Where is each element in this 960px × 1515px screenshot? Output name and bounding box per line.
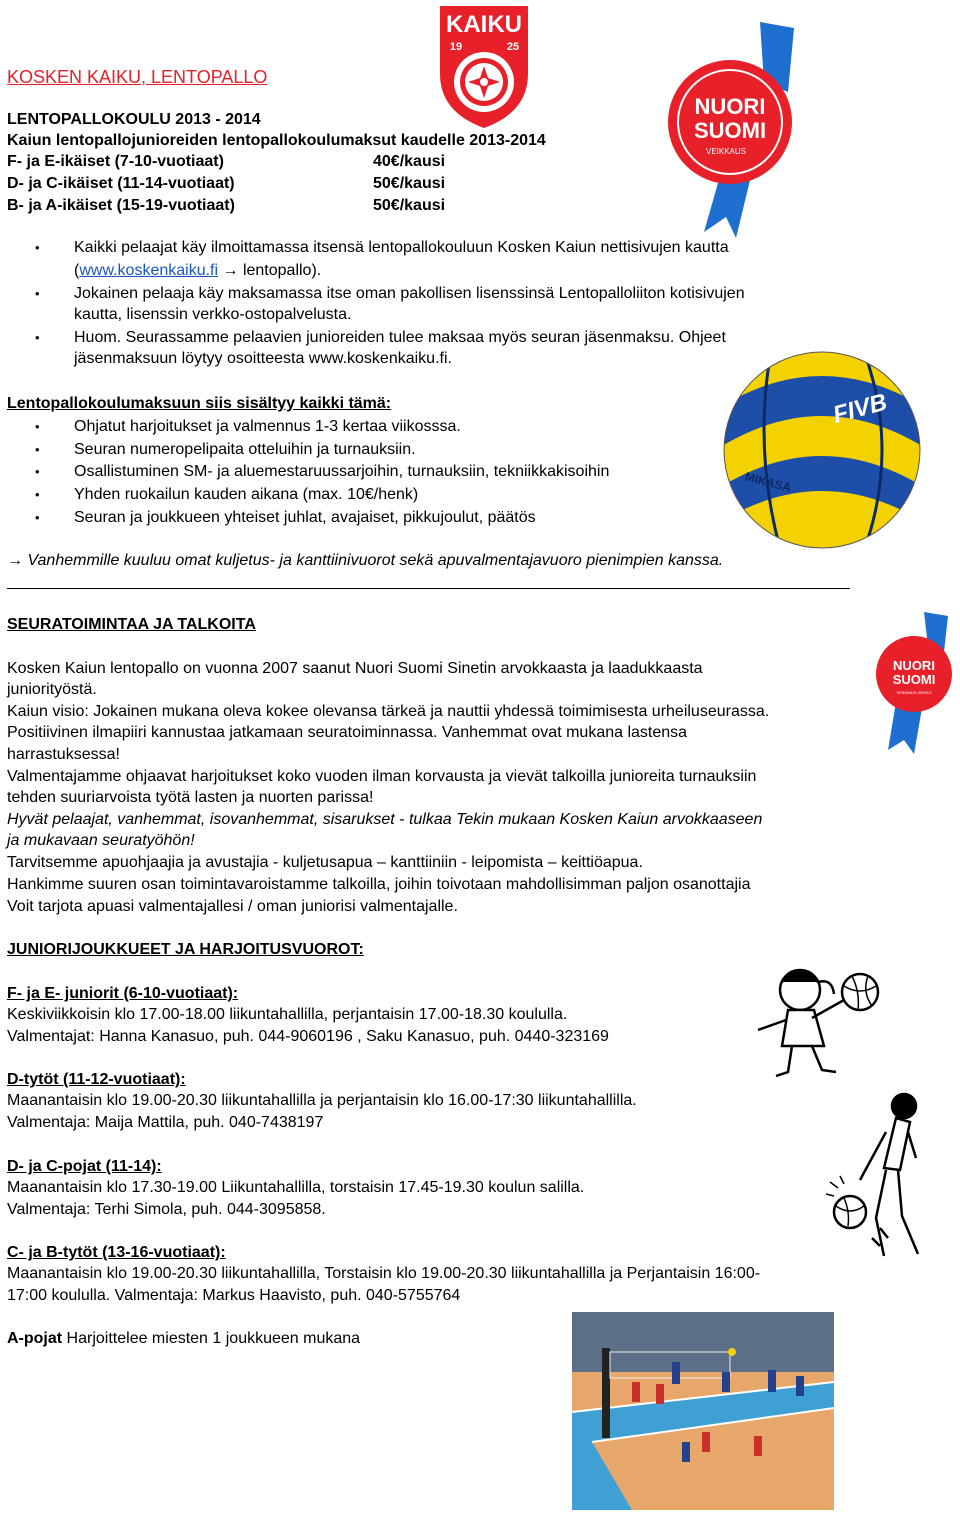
parents-note: → Vanhemmille kuuluu omat kuljetus- ja kanttiinivuorot sekä apuvalmentajavuoro pienimpien kanssa. <box>7 552 724 569</box>
school-title: LENTOPALLOKOULU 2013 - 2014 <box>7 111 261 128</box>
arrow-right-icon: → <box>218 262 239 279</box>
svg-text:SUOMI: SUOMI <box>693 118 767 143</box>
info-bullet-text: Huom. Seurassamme pelaavien junioreiden tulee maksaa myös seuran jäsenmaksu. Ohjeet <box>74 329 726 346</box>
club-heading: SEURATOIMINTAA JA TALKOITA <box>7 616 256 633</box>
svg-text:19: 19 <box>449 41 463 53</box>
club-text: Hyvät pelaajat, vanhemmat, isovanhemmat, sisarukset - tulkaa Tekin mukaan Kosken Kaiun arvokkaaseen <box>7 811 763 828</box>
team-schedule: Maanantaisin klo 17.30-19.00 Liikuntahallilla, torstaisin 17.45-19.30 koulun salilla. <box>7 1179 585 1196</box>
kaiku-logo <box>436 4 532 130</box>
club-text: Valmentajamme ohjaavat harjoitukset koko vuoden ilman korvausta ja vievät talkoilla junioreita turnauksiin <box>7 768 757 785</box>
bullet-dot: • <box>35 442 40 457</box>
svg-text:NUORI: NUORI <box>694 94 766 119</box>
koskenkaiku-link[interactable]: www.koskenkaiku.fi <box>79 262 219 279</box>
club-text: Kaiun visio: Jokainen mukana oleva kokee olevansa tärkeä ja nauttii yhdessä toimimisesta urheiluseurassa. <box>7 703 770 720</box>
includes-item: Osallistuminen SM- ja aluemestaruussarjoihin, turnauksiin, tekniikkakisoihin <box>74 463 610 480</box>
arrow-right-icon: → <box>7 552 23 569</box>
fee-price: 40€/kausi <box>373 153 446 170</box>
club-text: Tarvitsemme apuohjaajia ja avustajia - kuljetusapua – kanttiiniin - leipomista – keittiöapua. <box>7 854 643 871</box>
club-text: juniorityöstä. <box>7 681 97 698</box>
includes-item: Seuran numeropelipaita otteluihin ja turnauksiin. <box>74 441 416 458</box>
team-schedule: Maanantaisin klo 19.00-20.30 liikuntahallilla, Torstaisin klo 19.00-20.30 liikuntahallilla ja Perjantaisin 16:00- <box>7 1265 761 1282</box>
club-text: harrastuksessa! <box>7 746 120 763</box>
info-bullet-text: (www.koskenkaiku.fi → lentopallo). <box>74 262 322 279</box>
page-title: KOSKEN KAIKU, LENTOPALLO <box>7 67 268 87</box>
volleyball-image <box>712 346 922 554</box>
fee-price: 50€/kausi <box>373 175 446 192</box>
team-title: F- ja E- juniorit (6-10-vuotiaat): <box>7 985 239 1002</box>
team-title: C- ja B-tytöt (13-16-vuotiaat): <box>7 1244 226 1261</box>
fee-price: 50€/kausi <box>373 197 446 214</box>
nuori-suomi-small-seal <box>874 612 960 754</box>
team-coach: 17:00 koululla. Valmentaja: Markus Haavisto, puh. 040-5755764 <box>7 1287 461 1304</box>
includes-heading: Lentopallokoulumaksuun siis sisältyy kaikki tämä: <box>7 395 392 412</box>
section-divider <box>7 588 850 589</box>
team-title: D- ja C-pojat (11-14): <box>7 1158 162 1175</box>
bullet-dot: • <box>35 286 40 301</box>
club-text: Voit tarjota apuasi valmentajallesi / oman juniorisi valmentajalle. <box>7 898 458 915</box>
team-schedule: Keskiviikkoisin klo 17.00-18.00 liikuntahallilla, perjantaisin 17.00-18.30 koululla. <box>7 1006 568 1023</box>
info-bullet-text: Kaikki pelaajat käy ilmoittamassa itsensä lentopallokouluun Kosken Kaiun nettisivujen kautta <box>74 239 729 256</box>
cartoon-player-illustration <box>820 1088 940 1260</box>
team-schedule: Maanantaisin klo 19.00-20.30 liikuntahallilla ja perjantaisin klo 16.00-17:30 liikuntahallilla. <box>7 1092 637 1109</box>
nuori-suomi-seal <box>664 22 824 242</box>
kaiku-logo-text: KAIKU <box>446 11 522 38</box>
teams-heading: JUNIORIJOUKKUEET JA HARJOITUSVUOROT: <box>7 941 364 958</box>
bullet-dot: • <box>35 487 40 502</box>
team-title: D-tytöt (11-12-vuotiaat): <box>7 1071 186 1088</box>
fee-group: F- ja E-ikäiset (7-10-vuotiaat) <box>7 153 224 170</box>
bullet-dot: • <box>35 240 40 255</box>
bullet-dot: • <box>35 330 40 345</box>
info-bullet-text: jäsenmaksuun löytyy osoitteesta www.koskenkaiku.fi. <box>74 350 452 367</box>
includes-item: Yhden ruokailun kauden aikana (max. 10€/henk) <box>74 486 419 503</box>
apojat-line: A-pojat Harjoittelee miesten 1 joukkueen mukana <box>7 1330 361 1347</box>
club-text: ja mukavaan seuratyöhön! <box>7 832 195 849</box>
svg-text:MIKASA: MIKASA <box>743 469 793 496</box>
club-text: Kosken Kaiun lentopallo on vuonna 2007 saanut Nuori Suomi Sinetin arvokkaasta ja laadukkaasta <box>7 660 703 677</box>
info-bullet-text: Jokainen pelaaja käy maksamassa itse oman pakollisen lisenssinsä Lentopalloliiton kotisivujen <box>74 285 745 302</box>
fee-group: D- ja C-ikäiset (11-14-vuotiaat) <box>7 175 235 192</box>
info-bullet-text: kautta, lisenssin verkko-ostopalvelusta. <box>74 306 352 323</box>
cartoon-girl-illustration <box>748 960 888 1080</box>
svg-text:FIVB: FIVB <box>830 388 890 429</box>
includes-item: Seuran ja joukkueen yhteiset juhlat, avajaiset, pikkujoulut, päätös <box>74 509 536 526</box>
club-text: tehden suuriarvoista työtä lasten ja nuorten parissa! <box>7 789 374 806</box>
fee-group: B- ja A-ikäiset (15-19-vuotiaat) <box>7 197 235 214</box>
bullet-dot: • <box>35 419 40 434</box>
team-coach: Valmentaja: Maija Mattila, puh. 040-7438197 <box>7 1114 324 1131</box>
fees-title: Kaiun lentopallojunioreiden lentopallokoulumaksut kaudelle 2013-2014 <box>7 132 546 149</box>
svg-text:25: 25 <box>506 41 520 53</box>
volleyball-game-photo <box>572 1312 834 1510</box>
svg-text:VEIKKAUS: VEIKKAUS <box>705 147 747 156</box>
includes-item: Ohjatut harjoitukset ja valmennus 1-3 kertaa viikosssa. <box>74 418 461 435</box>
bullet-dot: • <box>35 464 40 479</box>
team-coach: Valmentaja: Terhi Simola, puh. 044-3095858. <box>7 1201 326 1218</box>
svg-text:VEIKKAUS KESKO: VEIKKAUS KESKO <box>896 690 932 695</box>
club-text: Positiivinen ilmapiiri kannustaa jatkamaan seuratoiminnassa. Vanhemmat ovat mukana lastensa <box>7 724 688 741</box>
svg-text:SUOMI: SUOMI <box>892 672 936 687</box>
bullet-dot: • <box>35 510 40 525</box>
club-text: Hankimme suuren osan toimintavaroistamme talkoilla, joihin toivotaan mahdollisimman paljon osanottajia <box>7 876 751 893</box>
svg-text:NUORI: NUORI <box>893 658 935 673</box>
team-coach: Valmentajat: Hanna Kanasuo, puh. 044-9060196 , Saku Kanasuo, puh. 0440-323169 <box>7 1028 609 1045</box>
